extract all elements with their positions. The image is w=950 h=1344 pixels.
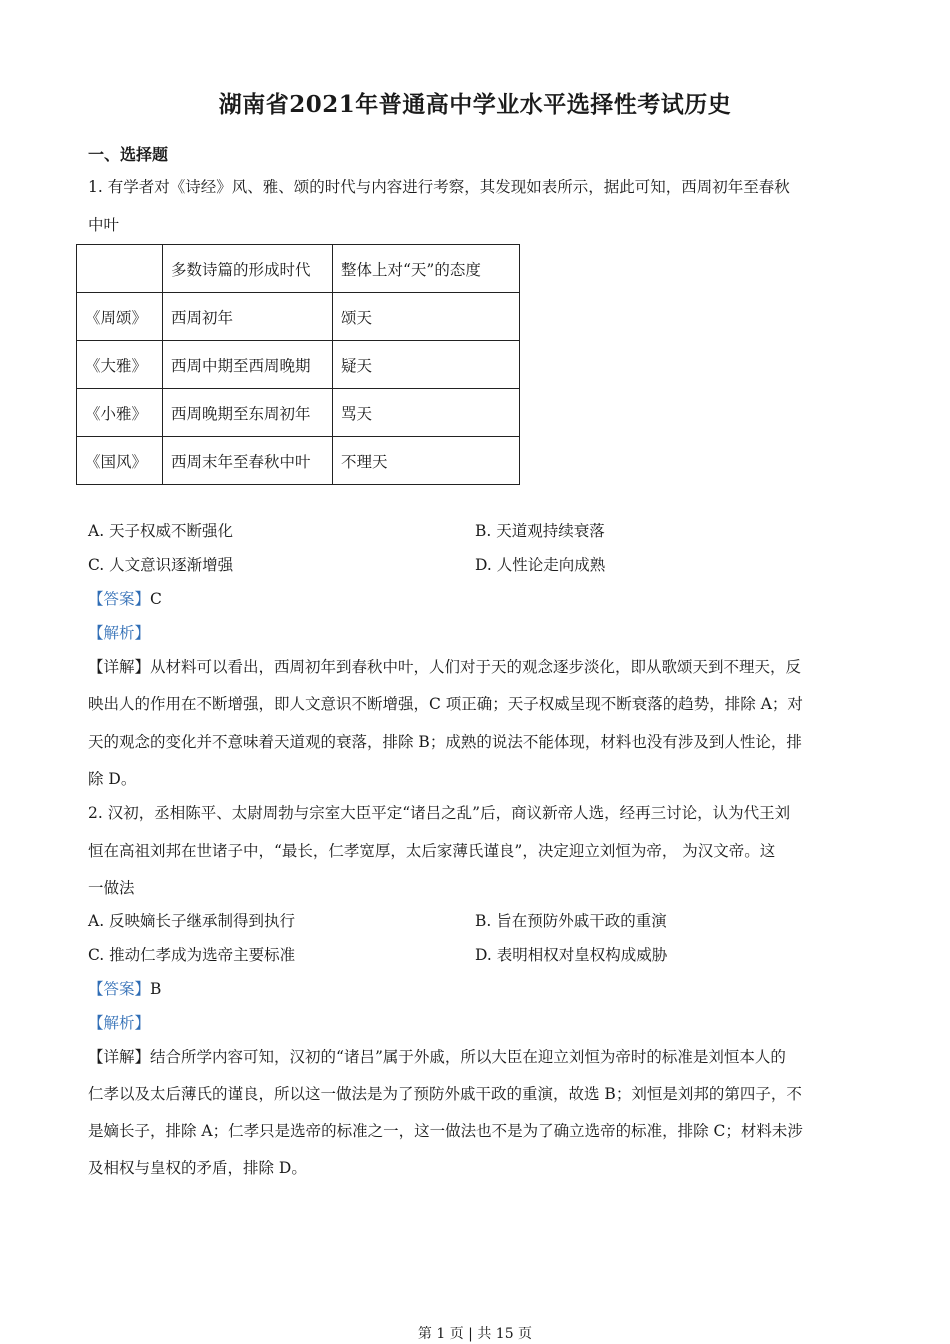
table-cell: 西周晚期至东周初年 <box>163 389 333 437</box>
q1-detail-line-2: 映出人的作用在不断增强，即人文意识不断增强，C 项正确；天子权威呈现不断衰落的趋势，排除 A；对 <box>88 695 803 713</box>
q2-answer <box>88 978 161 1000</box>
table-cell: 西周初年 <box>163 293 333 341</box>
q1-detail-line-1 <box>88 656 801 678</box>
table-header-row <box>77 245 520 293</box>
section-heading: 一、选择题 <box>88 145 169 164</box>
table-cell: 颂天 <box>333 293 520 341</box>
detail-text: 从材料可以看出，西周初年到春秋中叶，人们对于天的观念逐步淡化，即从歌颂天到不理天，反 <box>150 658 802 676</box>
table-cell: 不理天 <box>333 437 520 485</box>
table-cell: 西周末年至春秋中叶 <box>163 437 333 485</box>
q1-table <box>76 244 520 485</box>
table-cell: 西周中期至西周晚期 <box>163 341 333 389</box>
table-row <box>77 293 520 341</box>
answer-value: C <box>150 590 162 608</box>
table-cell: 《周颂》 <box>77 293 163 341</box>
q1-answer <box>88 588 162 610</box>
q2-option-a: A. 反映嫡长子继承制得到执行 <box>88 912 296 930</box>
answer-value: B <box>150 980 162 998</box>
q2-stem-line-2: 恒在高祖刘邦在世诸子中，“最长，仁孝宽厚，太后家薄氏谨良”，决定迎立刘恒为帝， 为汉文帝。这 <box>88 842 776 860</box>
table-cell: 《国风》 <box>77 437 163 485</box>
table-row <box>77 341 520 389</box>
q1-detail-line-3: 天的观念的变化并不意味着天道观的衰落，排除 B；成熟的说法不能体现，材料也没有涉及到人性论，排 <box>88 733 802 751</box>
document-title: 湖南省2021年普通高中学业水平选择性考试历史 <box>218 91 732 118</box>
q2-detail-line-1 <box>88 1046 786 1068</box>
q1-analysis <box>88 622 150 644</box>
detail-text: 结合所学内容可知，汉初的“诸吕”属于外戚，所以大臣在迎立刘恒为帝时的标准是刘恒本人的 <box>150 1048 786 1066</box>
table-cell: 《小雅》 <box>77 389 163 437</box>
q2-stem-line-1: 2. 汉初，丞相陈平、太尉周勃与宗室大臣平定“诸吕之乱”后，商议新帝人选，经再三讨论，认为代王刘 <box>88 804 791 822</box>
analysis-tag: 【解析】 <box>88 624 151 642</box>
analysis-tag: 【解析】 <box>88 1014 151 1032</box>
table-header-cell: 整体上对“天”的态度 <box>333 245 520 293</box>
table-cell: 疑天 <box>333 341 520 389</box>
q2-option-c: C. 推动仁孝成为选帝主要标准 <box>88 946 296 964</box>
q2-option-d: D. 表明相权对皇权构成威胁 <box>475 946 668 964</box>
table-row <box>77 437 520 485</box>
q1-detail-line-4: 除 D。 <box>88 770 137 788</box>
q1-option-c: C. 人文意识逐渐增强 <box>88 556 234 574</box>
table-cell: 骂天 <box>333 389 520 437</box>
table-cell: 《大雅》 <box>77 341 163 389</box>
q1-option-b: B. 天道观持续衰落 <box>475 522 605 540</box>
table-header-cell <box>77 245 163 293</box>
page-footer: 第 1 页 | 共 15 页 <box>417 1326 533 1342</box>
q1-option-d: D. 人性论走向成熟 <box>475 556 606 574</box>
detail-tag: 【详解】 <box>88 1048 151 1066</box>
q2-detail-line-3: 是嫡长子，排除 A；仁孝只是选帝的标准之一，这一做法也不是为了确立选帝的标准，排除 C；材料未涉 <box>88 1122 803 1140</box>
q1-option-a: A. 天子权威不断强化 <box>88 522 234 540</box>
q2-detail-line-4: 及相权与皇权的矛盾，排除 D。 <box>88 1159 307 1177</box>
q2-analysis <box>88 1012 150 1034</box>
q2-detail-line-2: 仁孝以及太后薄氏的谨良，所以这一做法是为了预防外戚干政的重演，故选 B；刘恒是刘邦的第四子，不 <box>88 1085 802 1103</box>
q1-stem-line-2: 中叶 <box>88 216 120 234</box>
answer-tag: 【答案】 <box>88 590 151 608</box>
table-row <box>77 389 520 437</box>
table-header-cell: 多数诗篇的形成时代 <box>163 245 333 293</box>
q2-option-b: B. 旨在预防外戚干政的重演 <box>475 912 667 930</box>
q2-stem-line-3: 一做法 <box>88 879 135 897</box>
q1-stem-line-1: 1. 有学者对《诗经》风、雅、颂的时代与内容进行考察，其发现如表所示，据此可知，西周初年至春秋 <box>88 178 790 196</box>
detail-tag: 【详解】 <box>88 658 151 676</box>
answer-tag: 【答案】 <box>88 980 151 998</box>
